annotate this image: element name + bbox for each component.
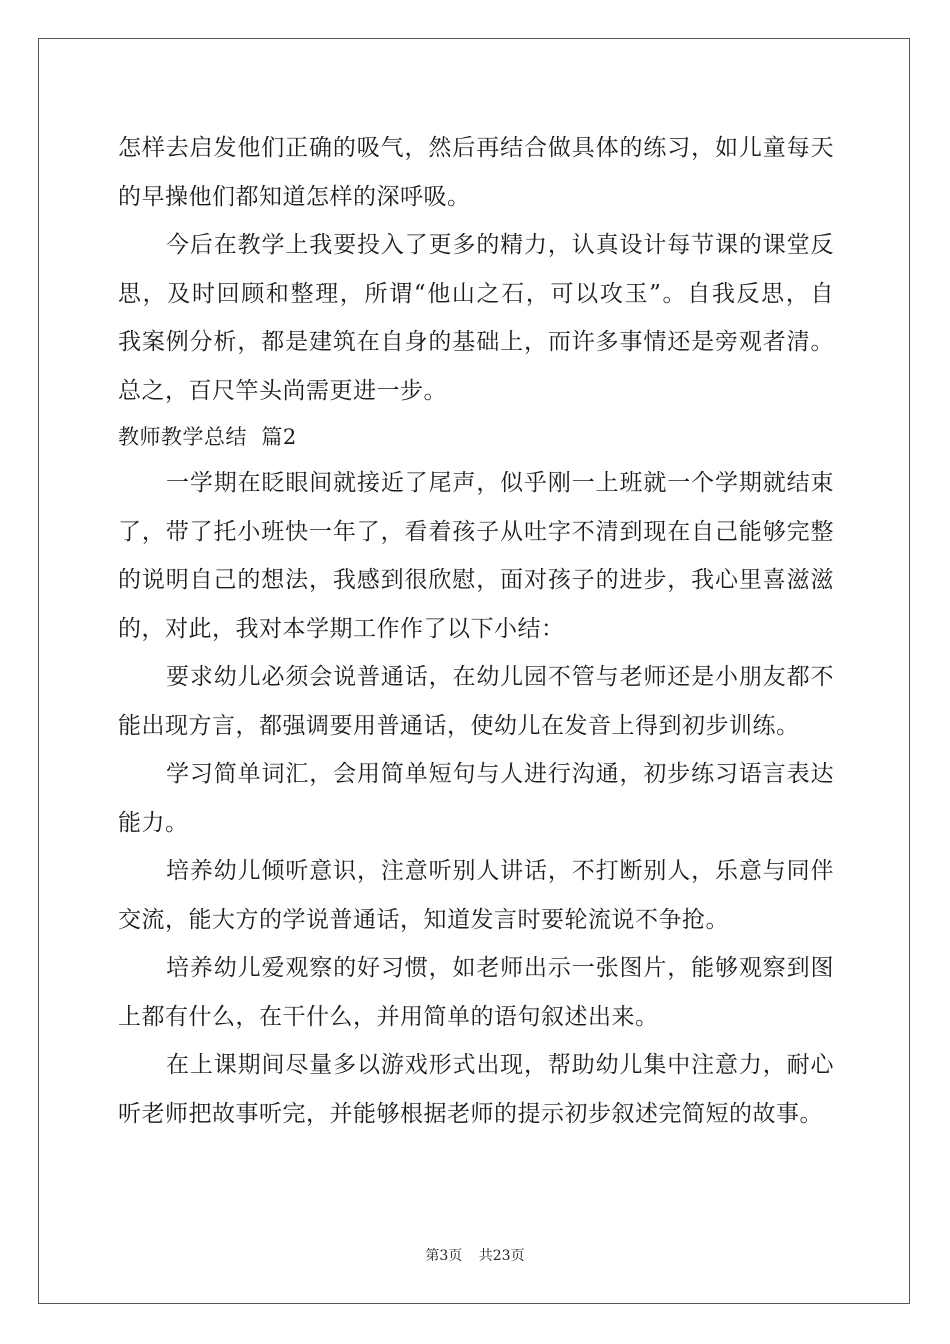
- paragraph: [118, 944, 834, 1041]
- text-line: 培养幼儿爱观察的好习惯，如老师出示一张图片，能够观察到图: [166, 955, 834, 981]
- paragraph: [118, 750, 834, 847]
- paragraph: [118, 221, 834, 415]
- text-line: 了，带了托小班快一年了，看着孩子从吐字不清到现在自己能够完整: [118, 518, 834, 545]
- paragraph: [118, 1041, 834, 1138]
- text-line: 的早操他们都知道怎样的深呼吸。: [118, 183, 471, 210]
- page-number: 第3页: [425, 1248, 463, 1264]
- text-line: 怎样去启发他们正确的吸气，然后再结合做具体的练习，如儿童每天: [118, 135, 834, 161]
- text-line: 总之，百尺竿头尚需更进一步。: [118, 377, 447, 404]
- text-line: 能力。: [118, 809, 189, 836]
- paragraph: [118, 847, 834, 944]
- text-line: 培养幼儿倾听意识，注意听别人讲话，不打断别人，乐意与同伴: [166, 858, 834, 884]
- text-line: 的说明自己的想法，我感到很欣慰，面对孩子的进步，我心里喜滋滋: [118, 567, 834, 593]
- text-line: 思，及时回顾和整理，所谓“他山之石，可以攻玉”。自我反思，自: [118, 280, 834, 307]
- text-line: 在上课期间尽量多以游戏形式出现，帮助幼儿集中注意力，耐心: [166, 1052, 834, 1078]
- text-line: 学习简单词汇，会用简单短句与人进行沟通，初步练习语言表达: [166, 761, 834, 787]
- text-line: 要求幼儿必须会说普通话，在幼儿园不管与老师还是小朋友都不: [166, 664, 834, 690]
- text-line: 今后在教学上我要投入了更多的精力，认真设计每节课的课堂反: [166, 232, 834, 258]
- text-line: 我案例分析，都是建筑在自身的基础上，而许多事情还是旁观者清。: [118, 329, 834, 355]
- text-line: 上都有什么，在干什么，并用简单的语句叙述出来。: [118, 1003, 659, 1030]
- page-total: 共23页: [478, 1248, 525, 1264]
- text-line: 一学期在眨眼间就接近了尾声，似乎刚一上班就一个学期就结束: [166, 470, 834, 496]
- paragraph: [118, 124, 834, 221]
- text-line: 交流，能大方的学说普通话，知道发言时要轮流说不争抢。: [118, 906, 729, 933]
- page-footer: [0, 1245, 950, 1265]
- section-heading: 教师教学总结 篇2: [118, 425, 297, 449]
- paragraph: [118, 459, 834, 653]
- text-line: 听老师把故事听完，并能够根据老师的提示初步叙述完简短的故事。: [118, 1100, 823, 1127]
- text-line: 能出现方言，都强调要用普通话，使幼儿在发音上得到初步训练。: [118, 712, 800, 739]
- paragraph: [118, 653, 834, 750]
- text-line: 的，对此，我对本学期工作作了以下小结：: [118, 615, 565, 642]
- document-body: [118, 124, 834, 1138]
